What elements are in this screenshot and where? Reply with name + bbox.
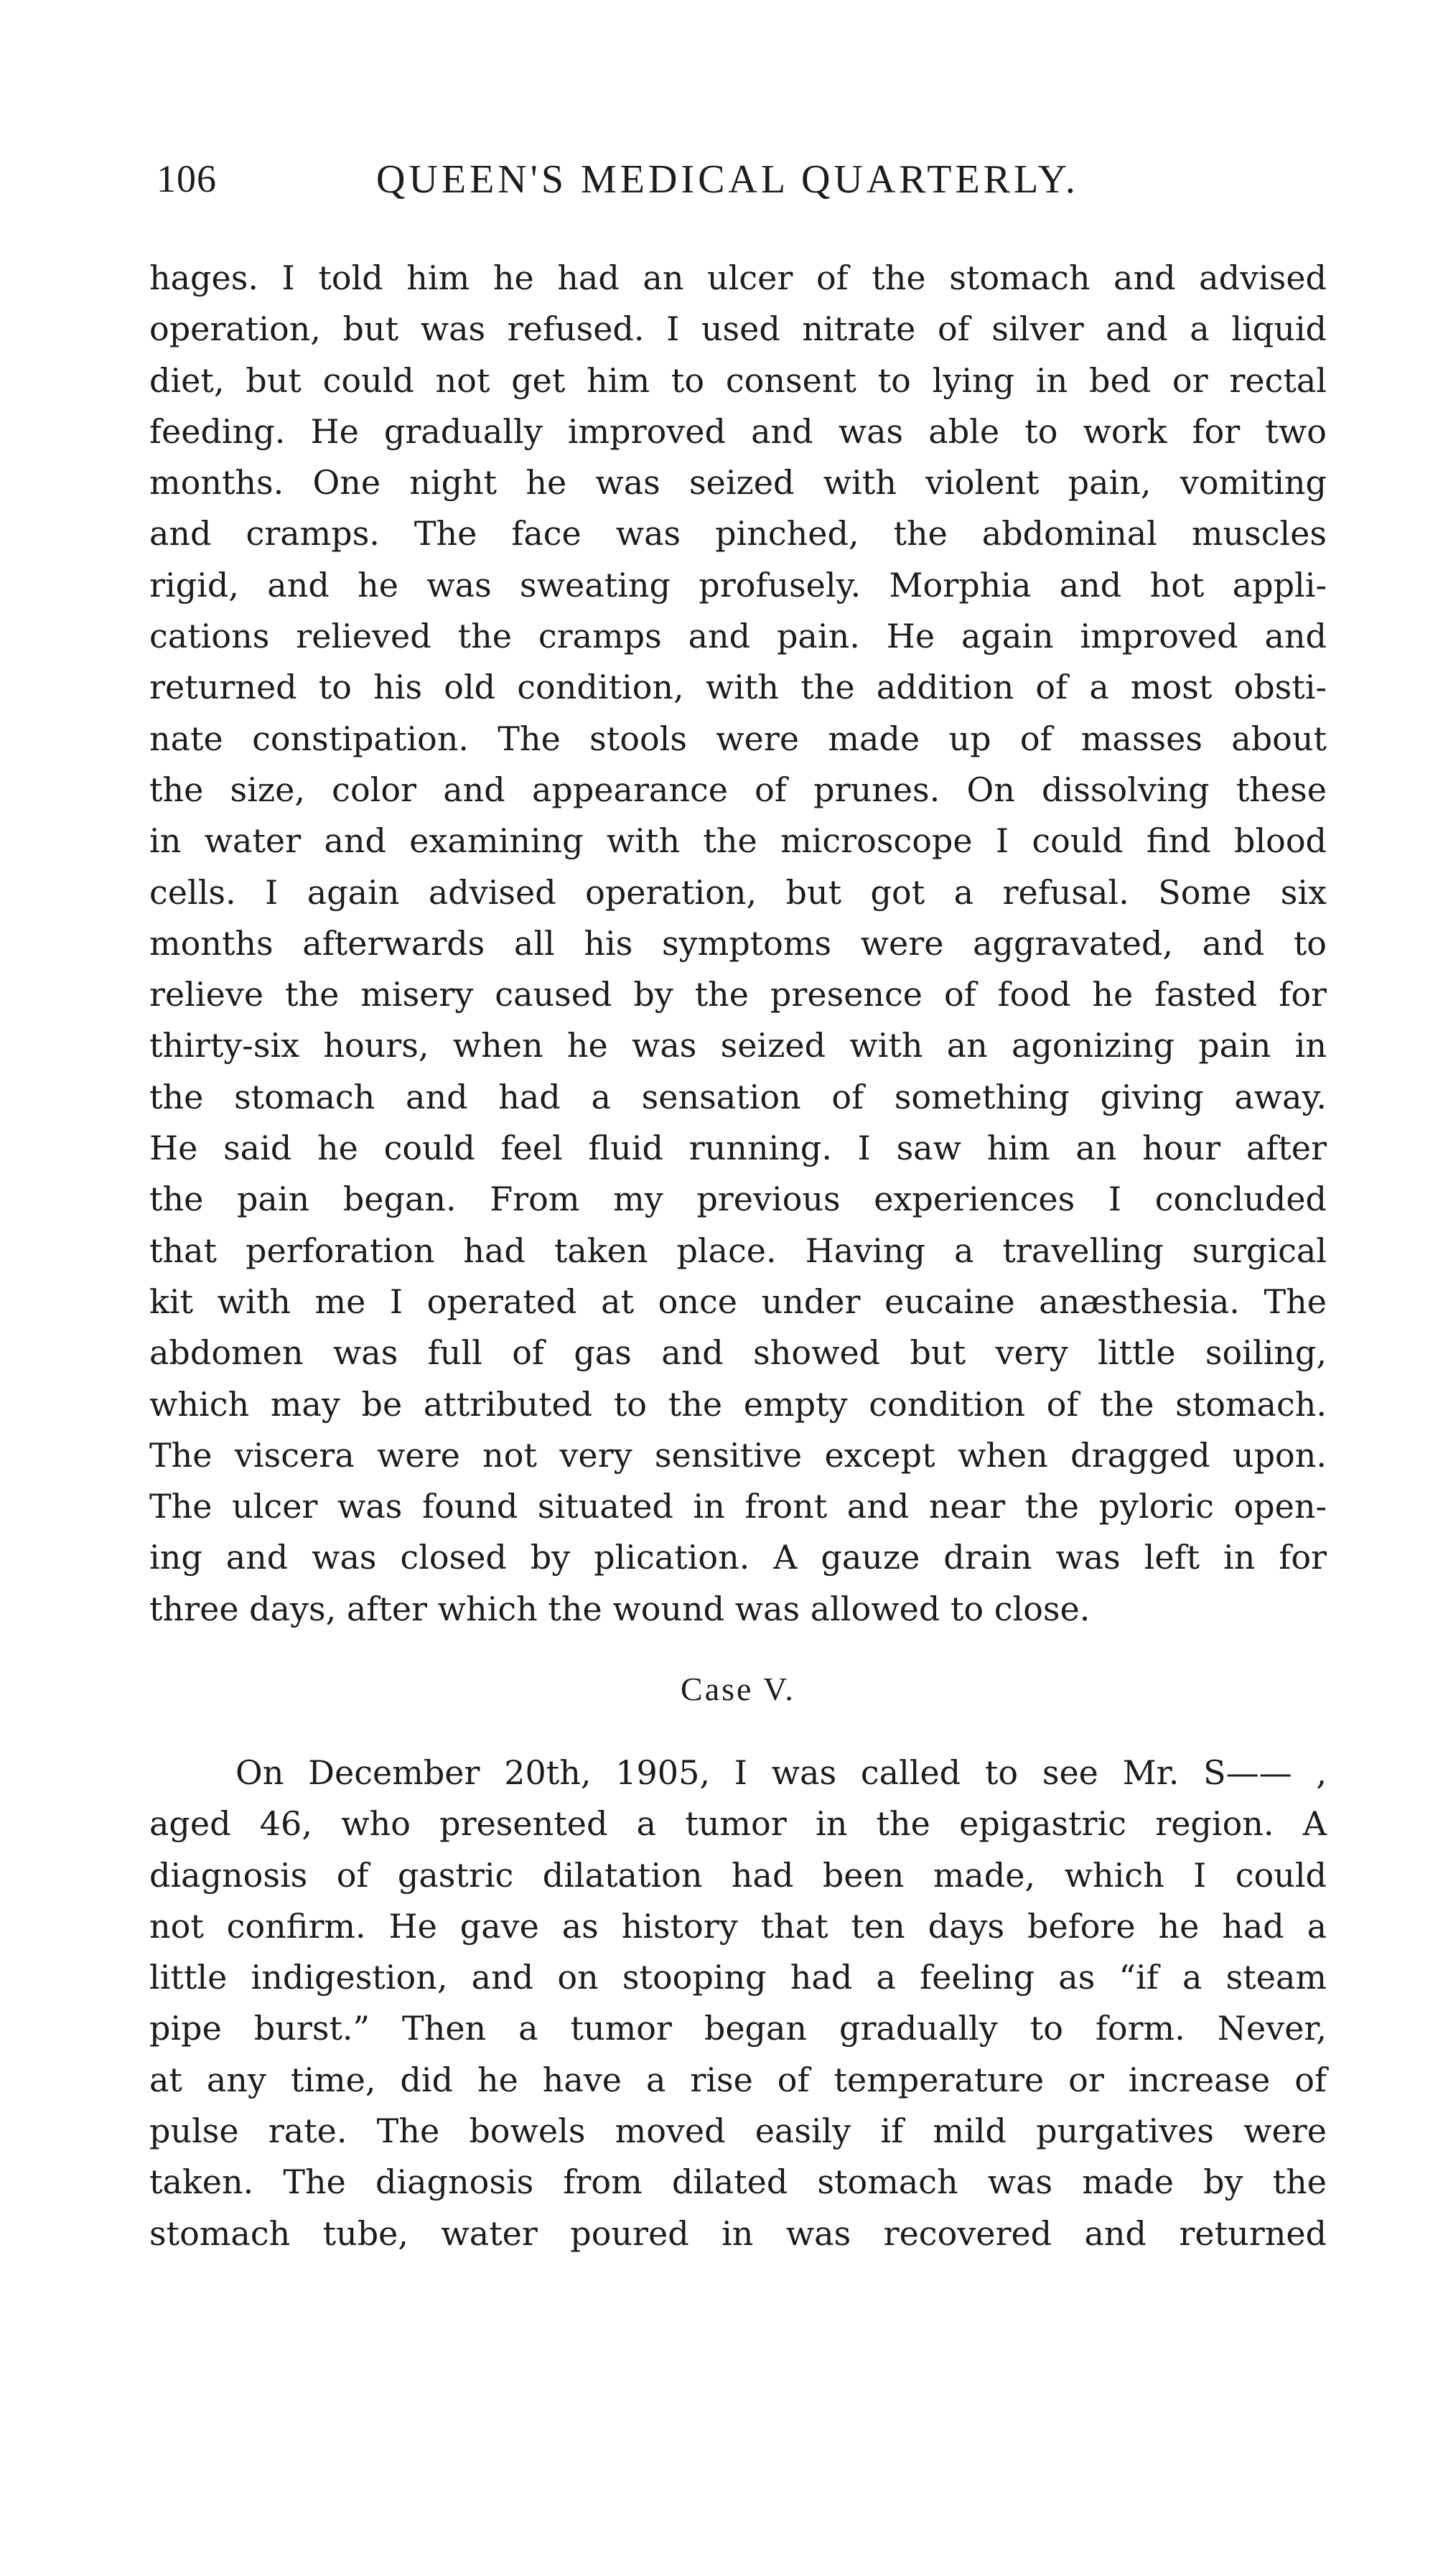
text-line: kit with me I operated at once under eucaine anæsthesia. The <box>149 1282 1327 1321</box>
text-line: rigid, and he was sweating profusely. Morphia and hot appli- <box>149 565 1327 605</box>
text-line: feeding. He gradually improved and was able to work for two <box>149 411 1327 451</box>
text-line: at any time, did he have a rise of temperature or increase of <box>149 2060 1327 2099</box>
text-line: ing and was closed by plication. A gauze drain was left in for <box>149 1538 1327 1577</box>
text-line: the stomach and had a sensation of something giving away. <box>149 1077 1327 1116</box>
text-line: relieve the misery caused by the presence of food he fasted for <box>149 975 1327 1014</box>
text-line: taken. The diagnosis from dilated stomach was made by the <box>149 2162 1327 2202</box>
text-line: pulse rate. The bowels moved easily if mild purgatives were <box>149 2111 1327 2151</box>
text-line: which may be attributed to the empty condition of the stomach. <box>149 1384 1327 1424</box>
text-line: aged 46, who presented a tumor in the epigastric region. A <box>149 1804 1327 1844</box>
text-line: cations relieved the cramps and pain. He again improved and <box>149 617 1327 656</box>
text-line: months. One night he was seized with violent pain, vomiting <box>149 463 1327 503</box>
journal-title: QUEEN'S MEDICAL QUARTERLY. <box>376 157 1079 202</box>
paragraph-case-v <box>149 1747 1327 2259</box>
text-line: returned to his old condition, with the addition of a most obsti- <box>149 668 1327 707</box>
running-head <box>157 157 1341 214</box>
text-line: not confirm. He gave as history that ten days before he had a <box>149 1906 1327 1946</box>
text-line: The ulcer was found situated in front and near the pyloric open- <box>149 1487 1327 1526</box>
text-line: that perforation had taken place. Having a travelling surgical <box>149 1231 1327 1270</box>
text-line: three days, after which the wound was allowed to close. <box>149 1589 1091 1628</box>
text-line: abdomen was full of gas and showed but very little soiling, <box>149 1333 1327 1373</box>
case-heading: Case V. <box>681 1671 795 1707</box>
text-line: pipe burst.” Then a tumor began gradually to form. Never, <box>149 2009 1327 2048</box>
text-line: thirty-six hours, when he was seized with an agonizing pain in <box>149 1026 1327 1065</box>
text-line: He said he could feel fluid running. I saw him an hour after <box>149 1129 1327 1168</box>
text-line: hages. I told him he had an ulcer of the stomach and advised <box>149 258 1327 297</box>
text-line: the pain began. From my previous experiences I concluded <box>149 1180 1327 1219</box>
text-line: and cramps. The face was pinched, the abdominal muscles <box>149 514 1327 554</box>
text-line: in water and examining with the microscope I could find blood <box>149 821 1327 861</box>
text-line: little indigestion, and on stooping had a feeling as “if a steam <box>149 1958 1327 1997</box>
paragraph-case-iv-continued <box>149 253 1327 1635</box>
page-number: 106 <box>157 157 217 200</box>
text-line: months afterwards all his symptoms were aggravated, and to <box>149 923 1327 963</box>
text-line: stomach tube, water poured in was recovered and returned <box>149 2213 1327 2253</box>
text-line: On December 20th, 1905, I was called to see Mr. S—— , <box>235 1753 1327 1792</box>
text-line: diagnosis of gastric dilatation had been made, which I could <box>149 1855 1327 1895</box>
text-line: The viscera were not very sensitive except when dragged upon. <box>149 1435 1327 1475</box>
text-line: nate constipation. The stools were made up of masses about <box>149 719 1327 758</box>
text-line: operation, but was refused. I used nitrate of silver and a liquid <box>149 309 1327 349</box>
text-line: cells. I again advised operation, but got a refusal. Some six <box>149 872 1327 912</box>
text-line: diet, but could not get him to consent to lying in bed or rectal <box>149 360 1327 400</box>
text-line: the size, color and appearance of prunes. On dissolving these <box>149 770 1327 809</box>
